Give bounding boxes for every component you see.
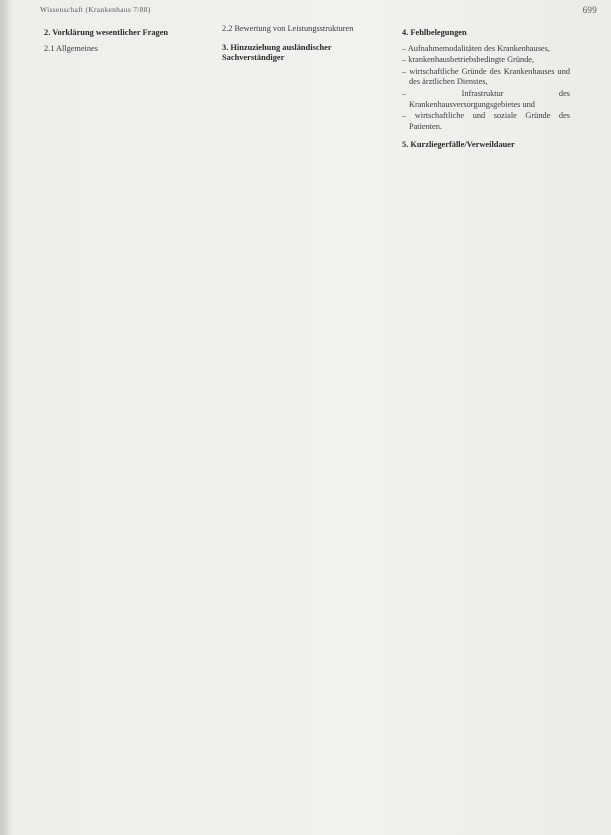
section-heading: 2. Vorklärung wesentlicher Fragen <box>44 28 169 37</box>
list-item: – wirtschaftliche Gründe des Krankenhauses und des ärztlichen Dienstes, <box>402 67 570 88</box>
section-heading: 4. Fehlbelegungen <box>402 28 467 37</box>
text-column-3 <box>402 20 570 823</box>
page-number: 699 <box>582 5 597 15</box>
bullet-list <box>402 44 570 133</box>
section-heading: 5. Kurzliegerfälle/Verweildauer <box>402 140 515 150</box>
section-heading: 3. Hinzuziehung ausländischer Sachverständiger <box>222 42 332 63</box>
list-item: – krankenhausbetriebsbedingte Gründe, <box>402 55 570 66</box>
subsection-heading: 2.2 Bewertung von Leistungsstrukturen <box>222 24 354 33</box>
text-column-1 <box>44 20 210 823</box>
page-fold-shadow <box>0 0 10 835</box>
running-head <box>40 5 597 17</box>
list-item: – Aufnahmemodalitäten des Krankenhauses, <box>402 44 570 55</box>
text-column-2 <box>222 20 389 823</box>
list-item: – Infrastruktur des Krankenhausversorgungsgebietes und <box>402 89 570 110</box>
subsection-heading: 2.1 Allgemeines <box>44 43 98 53</box>
running-head-title: Wissenschaft (Krankenhaus 7/88) <box>40 5 151 14</box>
list-item: – wirtschaftliche und soziale Gründe des Patienten. <box>402 111 570 132</box>
